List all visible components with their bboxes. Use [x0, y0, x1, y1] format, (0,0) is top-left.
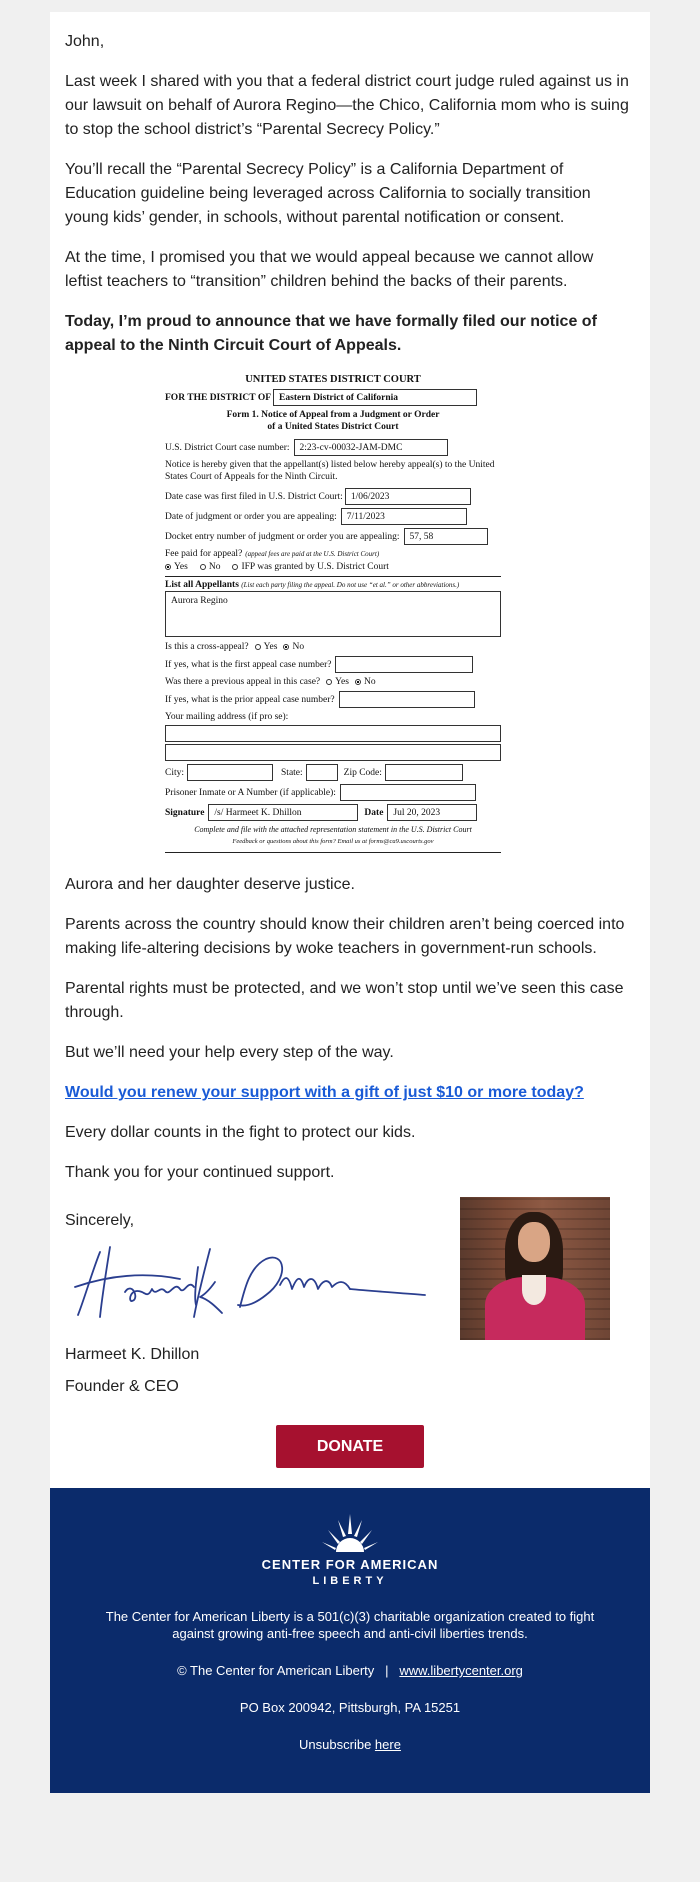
org-name-line1: CENTER FOR AMERICAN	[261, 1557, 439, 1572]
fee-yes-label: Yes	[174, 562, 188, 572]
form-feedback-text: Feedback or questions about this form? Email us at forms@ca9.uscourts.gov	[232, 838, 434, 845]
form-appellants-box	[165, 591, 501, 637]
prev-no-label: No	[363, 677, 376, 687]
form-prev-label: Was there a previous appeal in this case?	[165, 677, 321, 687]
fee-yes-radio	[165, 564, 171, 570]
form-court-title: UNITED STATES DISTRICT COURT	[245, 374, 421, 385]
cross-no-label: No	[292, 642, 305, 652]
separator: |	[385, 1663, 389, 1678]
greeting: John,	[65, 33, 105, 50]
fee-no-radio	[200, 564, 206, 570]
paragraph-5: Aurora and her daughter deserve justice.	[65, 876, 355, 893]
email-content	[50, 12, 650, 1409]
cross-yes-label: Yes	[263, 642, 278, 652]
mission-statement: The Center for American Liberty is a 501(c)(3) charitable organization created to fight against growing anti-free speech and anti-civil liberties trends.	[105, 1609, 595, 1641]
cross-no-radio	[283, 644, 289, 650]
form-inmate-box	[340, 784, 476, 801]
form-state-box	[306, 764, 338, 781]
form-address-box-2	[165, 744, 501, 761]
prev-yes-radio	[326, 679, 332, 685]
form-signature-value: /s/ Harmeet K. Dhillon	[208, 804, 358, 821]
handwritten-signature	[70, 1237, 430, 1327]
prev-no-radio	[355, 679, 361, 685]
email-body	[50, 12, 650, 1793]
form-zip-box	[385, 764, 463, 781]
form-inmate-label: Prisoner Inmate or A Number (if applicable):	[165, 787, 336, 798]
paragraph-3: At the time, I promised you that we would appeal because we cannot allow leftist teachers to “transition” children behind the backs of their parents.	[65, 249, 594, 290]
fee-no-label: No	[208, 562, 221, 572]
form-signature-label: Signature	[165, 807, 205, 818]
form-footer-text: Complete and file with the attached representation statement in the U.S. District Court	[194, 825, 472, 834]
signer-name: Harmeet K. Dhillon	[65, 1346, 200, 1363]
form-docket-label: Docket entry number of judgment or order you are appealing:	[165, 531, 400, 542]
closing: Sincerely,	[65, 1212, 135, 1229]
form-address-label: Your mailing address (if pro se):	[165, 712, 289, 722]
unsubscribe-line	[70, 1736, 630, 1753]
fee-ifp-radio	[232, 564, 238, 570]
renew-support-link[interactable]: Would you renew your support with a gift of just $10 or more today?	[65, 1084, 584, 1101]
form-prior-case-box	[339, 691, 475, 708]
form-judgment-value: 7/11/2023	[341, 508, 467, 525]
form-notice-text: Notice is hereby given that the appellant(s) listed below hereby appeal(s) to the United States Court of Appeals for the Ninth Circuit.	[165, 460, 495, 482]
signer-title: Founder & CEO	[65, 1378, 179, 1395]
prev-yes-label: Yes	[335, 677, 349, 687]
form-filed-label: Date case was first filed in U.S. District Court:	[165, 491, 343, 502]
paragraph-2: You’ll recall the “Parental Secrecy Policy” is a California Department of Education guideline being leveraged across California to socially transition young kids’ gender, in schools, without parental notification or consent.	[65, 161, 591, 226]
sunburst-logo-icon	[318, 1512, 382, 1552]
signature-block	[65, 1209, 635, 1409]
form-prior-case-label: If yes, what is the prior appeal case number?	[165, 694, 335, 705]
announcement: Today, I’m proud to announce that we have formally filed our notice of appeal to the Ninth Circuit Court of Appeals.	[65, 313, 597, 354]
mailing-address: PO Box 200942, Pittsburgh, PA 15251	[239, 1700, 461, 1715]
form-state-label: State:	[281, 767, 303, 778]
form-district-label: FOR THE DISTRICT OF	[165, 392, 272, 403]
donate-button[interactable]: DONATE	[276, 1425, 424, 1468]
form-appellants-label: List all Appellants	[165, 580, 239, 590]
signer-photo	[460, 1197, 610, 1340]
form-date-value: Jul 20, 2023	[387, 804, 477, 821]
form-zip-label: Zip Code:	[343, 767, 382, 778]
form-appellant-value: Aurora Regino	[171, 596, 228, 606]
form-filed-value: 1/06/2023	[345, 488, 471, 505]
copyright-line	[70, 1662, 630, 1679]
form-cross-label: Is this a cross-appeal?	[165, 642, 249, 652]
form-city-label: City:	[165, 767, 185, 778]
form-address-box-1	[165, 725, 501, 742]
paragraph-10: Thank you for your continued support.	[65, 1164, 335, 1181]
paragraph-6: Parents across the country should know their children aren’t being coerced into making life-altering decisions by woke teachers in government-run schools.	[65, 916, 625, 957]
form-title: Form 1. Notice of Appeal from a Judgment or Order of a United States District Court	[226, 410, 440, 432]
form-judgment-label: Date of judgment or order you are appealing:	[165, 511, 337, 522]
unsubscribe-prefix: Unsubscribe	[299, 1737, 375, 1752]
form-case-number-value: 2:23-cv-00032-JAM-DMC	[294, 439, 448, 456]
form-city-box	[187, 764, 273, 781]
fee-ifp-label: IFP was granted by U.S. District Court	[241, 562, 389, 572]
paragraph-1: Last week I shared with you that a federal district court judge ruled against us in our lawsuit on behalf of Aurora Regino—the Chico, California mom who is suing to stop the school district’s “Parental Secrecy Policy.”	[65, 73, 629, 138]
footer	[50, 1488, 650, 1793]
form-fee-note: (appeal fees are paid at the U.S. District Court)	[245, 550, 380, 558]
paragraph-8: But we’ll need your help every step of the way.	[65, 1044, 394, 1061]
website-link[interactable]: www.libertycenter.org	[399, 1663, 523, 1678]
form-first-case-label: If yes, what is the first appeal case number?	[165, 659, 332, 670]
form-first-case-box	[335, 656, 473, 673]
paragraph-9: Every dollar counts in the fight to protect our kids.	[65, 1124, 416, 1141]
unsubscribe-link[interactable]: here	[374, 1737, 401, 1752]
form-docket-value: 57, 58	[404, 528, 488, 545]
notice-of-appeal-form	[165, 374, 501, 853]
paragraph-7: Parental rights must be protected, and we won’t stop until we’ve seen this case through.	[65, 980, 624, 1021]
copyright-text: © The Center for American Liberty	[177, 1663, 375, 1678]
form-date-label: Date	[364, 807, 384, 818]
form-fee-label: Fee paid for appeal?	[165, 549, 243, 559]
form-case-number-label: U.S. District Court case number:	[165, 442, 290, 453]
cross-yes-radio	[255, 644, 261, 650]
form-appellants-section	[165, 576, 501, 591]
form-appellants-note: (List each party filing the appeal. Do not use “et al.” or other abbreviations.)	[241, 581, 460, 589]
form-district-value: Eastern District of California	[273, 389, 477, 406]
org-name-line2: LIBERTY	[312, 1575, 388, 1587]
